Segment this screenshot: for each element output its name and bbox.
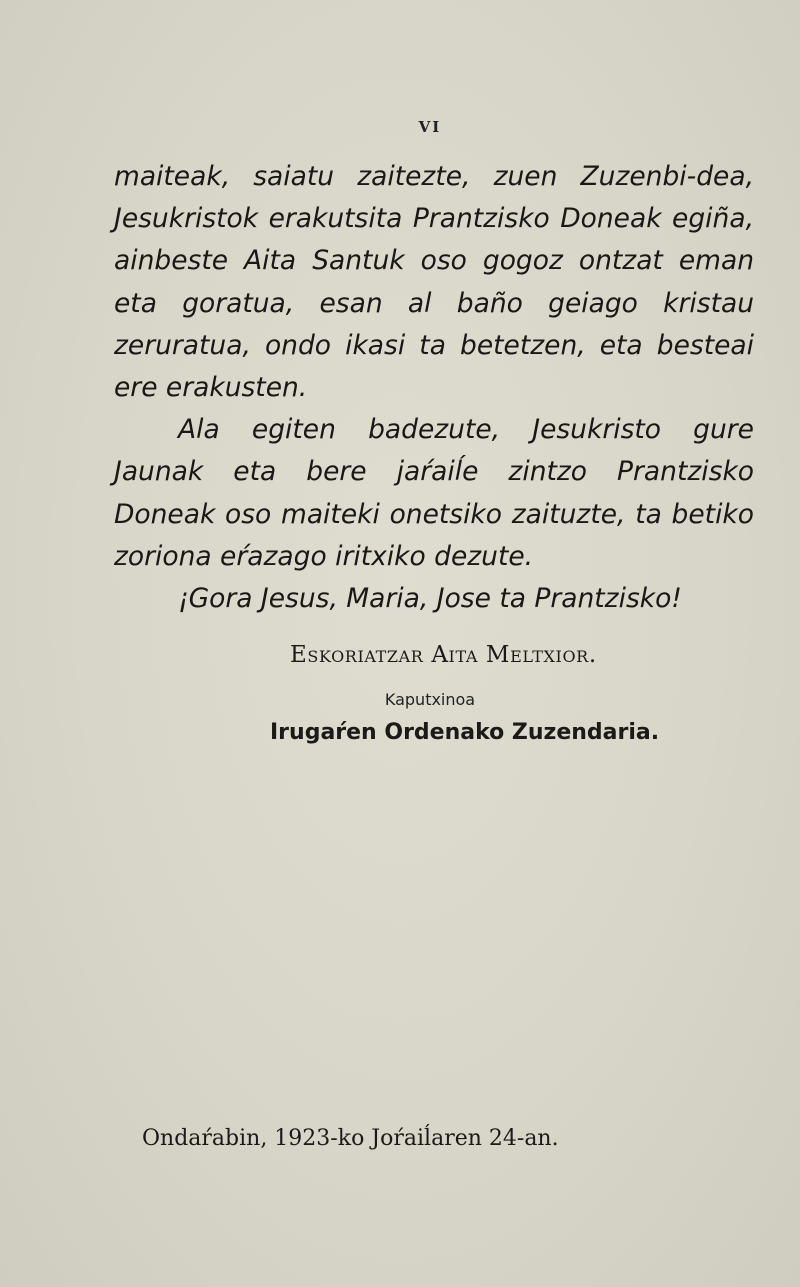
paragraph-1: maiteak, saiatu zaitezte, zuen Zuzenbi-dea, Jesukristok erakutsita Prantzisko Doneak egiña, ainbeste Aita Santuk oso gogoz ontzat eman eta goratua, esan al baño geiago kristau zeruratua, ondo ikasi ta betetzen, eta besteai ere erakusten. (114, 161, 754, 404)
signature-title: Irugaŕen Ordenako Zuzendaria. (270, 720, 660, 745)
body-text (114, 156, 754, 620)
date-line: Ondaŕabin, 1923-ko Joŕaiĺaren 24-an. (142, 1126, 559, 1151)
page-number: VI (418, 118, 442, 136)
signature-name: Eskoriatzar Aita Meltxior. (290, 642, 597, 668)
paragraph-2: Ala egiten badezute, Jesukristo gure Jaunak eta bere jaŕaiĺe zintzo Prantzisko Doneak oso maiteki onetsiko zaituzte, ta betiko zoriona eŕazago iritxiko dezute. (114, 414, 754, 572)
paragraph-3: ¡Gora Jesus, Maria, Jose ta Prantzisko! (178, 583, 682, 615)
signature-role: Kaputxinoa (384, 690, 476, 709)
